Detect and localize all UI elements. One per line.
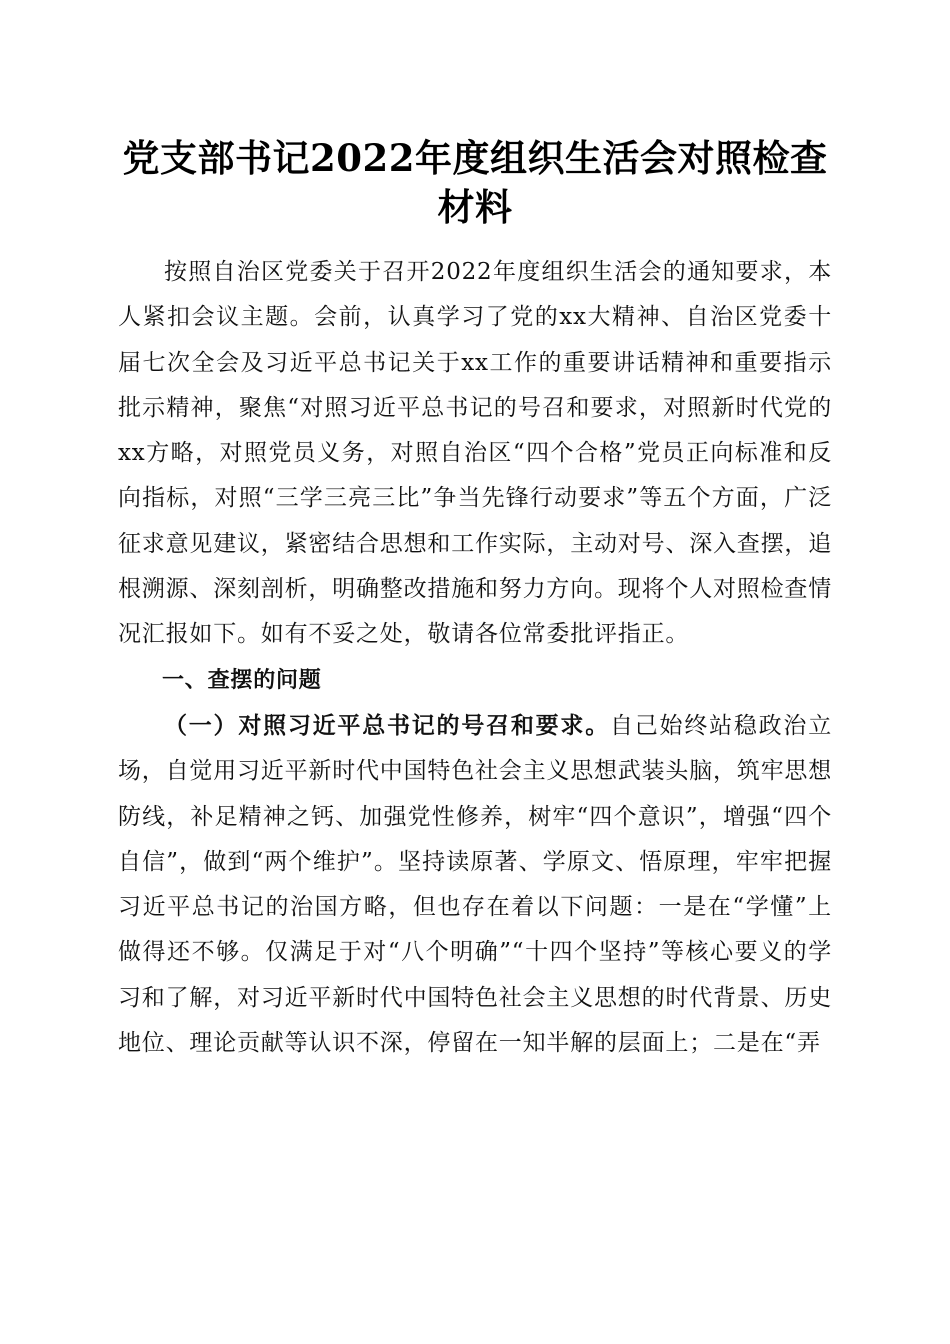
intro-paragraph: 按照自治区党委关于召开2022年度组织生活会的通知要求，本人紧扣会议主题。会前，认真学习了党的xx大精神、自治区党委十届七次全会及习近平总书记关于xx工作的重要讲话精神和重要指示批示精神，聚焦“对照习近平总书记的号召和要求，对照新时代党的xx方略，对照党员义务，对照自治区“四个合格”党员正向标准和反向指标，对照“三学三亮三比”争当先锋行动要求”等五个方面，广泛征求意见建议，紧密结合思想和工作实际，主动对号、深入查摆，追根溯源、深刻剖析，明确整改措施和努力方向。现将个人对照检查情况汇报如下。如有不妥之处，敬请各位常委批评指正。 xyxy=(118,259,832,648)
subsection-paragraph xyxy=(118,703,832,1066)
subsection-body: 自己始终站稳政治立场，自觉用习近平新时代中国特色社会主义思想武装头脑，筑牢思想防线，补足精神之钙、加强党性修养，树牢“四个意识”，增强“四个自信”，做到“两个维护”。坚持读原著、学原文、悟原理，牢牢把握习近平总书记的治国方略，但也存在着以下问题：一是在“学懂”上做得还不够。仅满足于对“八个明确”“十四个坚持”等核心要义的学习和了解，对习近平新时代中国特色社会主义思想的时代背景、历史地位、理论贡献等认识不深，停留在一知半解的层面上；二是在“弄 xyxy=(118,712,832,1057)
document-title: 党支部书记2022年度组织生活会对照检查材料 xyxy=(122,136,828,229)
subsection-lead: （一）对照习近平总书记的号召和要求。 xyxy=(164,711,610,739)
document-body xyxy=(118,250,832,1066)
section-heading: 一、查摆的问题 xyxy=(162,667,322,693)
